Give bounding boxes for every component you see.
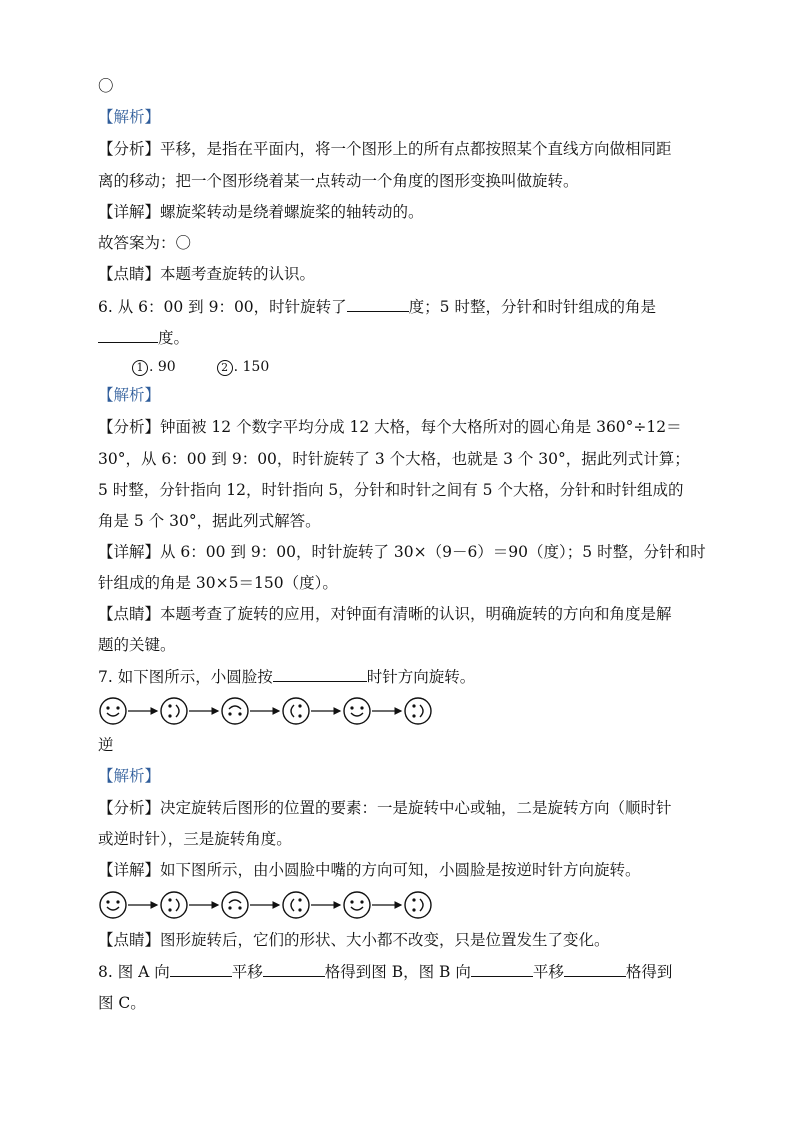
- dianjing-line: 【点睛】图形旋转后，它们的形状、大小都不改变，只是位置发生了变化。: [98, 931, 610, 949]
- stem-text: 平移: [532, 963, 564, 981]
- answer-blank: [263, 960, 325, 977]
- smiley-face-icon: [344, 892, 370, 918]
- xiangjie-line: 【详解】从 6：00 到 9：00，时针旋转了 30×（9－6）＝90（度）；5 时整，分针和时: [98, 543, 706, 561]
- smiley-face-icon: [100, 698, 126, 724]
- smiley-face-icon: [100, 892, 126, 918]
- stem-text: 格得到图 B，图 B 向: [324, 963, 471, 981]
- face-rotated-left-icon: [283, 892, 309, 918]
- xiangjie-line: 【详解】如下图所示，由小圆脸中嘴的方向可知，小圆脸是按逆时针方向旋转。: [98, 861, 641, 879]
- face-rotated-left-icon: [283, 698, 309, 724]
- stem-text: 格得到: [625, 963, 673, 981]
- face-rotated-right-icon: [405, 892, 431, 918]
- fenxi-line: 角是 5 个 30°，据此列式解答。: [98, 512, 321, 530]
- answer-blank: [98, 326, 158, 343]
- stem-text: 度。: [158, 329, 190, 347]
- stem-text: 时针方向旋转。: [366, 668, 476, 686]
- question-7-stem: [98, 665, 475, 688]
- fenxi-line: 或逆时针），三是旋转角度。: [98, 830, 292, 848]
- face-rotated-right-icon: [161, 698, 187, 724]
- jiexi-heading: 【解析】: [98, 108, 161, 126]
- answer-blank: [347, 295, 409, 312]
- fenxi-line: 【分析】平移，是指在平面内，将一个图形上的所有点都按照某个直线方向做相同距: [98, 140, 672, 158]
- rotating-face-sequence: [98, 696, 448, 726]
- answer-options: [132, 356, 269, 378]
- fenxi-line: 【分析】决定旋转后图形的位置的要素：一是旋转中心或轴，二是旋转方向（顺时针: [98, 799, 672, 817]
- face-upside-down-icon: [222, 698, 248, 724]
- fenxi-line: 离的移动；把一个图形绕着某一点转动一个角度的图形变换叫做旋转。: [98, 172, 579, 190]
- answer-line: 故答案为：〇: [98, 234, 192, 252]
- answer-blank: [273, 665, 367, 682]
- dianjing-line: 【点睛】本题考查旋转的认识。: [98, 265, 316, 283]
- answer-blank: [564, 960, 626, 977]
- question-8-stem: [98, 960, 672, 983]
- jiexi-heading: 【解析】: [98, 386, 161, 404]
- xiangjie-line: 【详解】螺旋桨转动是绕着螺旋桨的轴转动的。: [98, 203, 424, 221]
- stem-text: 8. 图 A 向: [98, 963, 170, 981]
- smiley-face-icon: [344, 698, 370, 724]
- circled-number: 2: [217, 360, 233, 376]
- answer-circle: 〇: [98, 77, 114, 95]
- dianjing-line: 【点睛】本题考查了旋转的应用，对钟面有清晰的认识，明确旋转的方向和角度是解: [98, 605, 672, 623]
- answer-blank: [471, 960, 533, 977]
- face-rotated-right-icon: [405, 698, 431, 724]
- stem-text: 6. 从 6：00 到 9：00，时针旋转了: [98, 298, 347, 316]
- question-6-stem: [98, 295, 656, 318]
- face-upside-down-icon: [222, 892, 248, 918]
- stem-text: 7. 如下图所示，小圆脸按: [98, 668, 273, 686]
- answer-line: 逆: [98, 736, 114, 754]
- xiangjie-line: 针组成的角是 30×5＝150（度）。: [98, 574, 338, 592]
- question-8-stem-cont: 图 C。: [98, 994, 146, 1012]
- jiexi-heading: 【解析】: [98, 767, 161, 785]
- stem-text: 度；5 时整，分针和时针组成的角是: [408, 298, 656, 316]
- fenxi-line: 5 时整，分针指向 12，时针指向 5，分针和时针之间有 5 个大格，分针和时针组成的: [98, 481, 684, 499]
- fenxi-line: 30°，从 6：00 到 9：00，时针旋转了 3 个大格，也就是 3 个 30°，据此列式计算；: [98, 450, 690, 468]
- fenxi-line: 【分析】钟面被 12 个数字平均分成 12 大格，每个大格所对的圆心角是 360°÷12＝: [98, 418, 682, 436]
- option-value: . 90: [149, 359, 176, 375]
- circled-number: 1: [132, 360, 148, 376]
- answer-blank: [170, 960, 232, 977]
- option-value: . 150: [233, 359, 270, 375]
- dianjing-line: 题的关键。: [98, 636, 176, 654]
- rotating-face-sequence: [98, 890, 448, 920]
- question-6-stem-cont: [98, 326, 189, 349]
- stem-text: 平移: [231, 963, 263, 981]
- face-rotated-right-icon: [161, 892, 187, 918]
